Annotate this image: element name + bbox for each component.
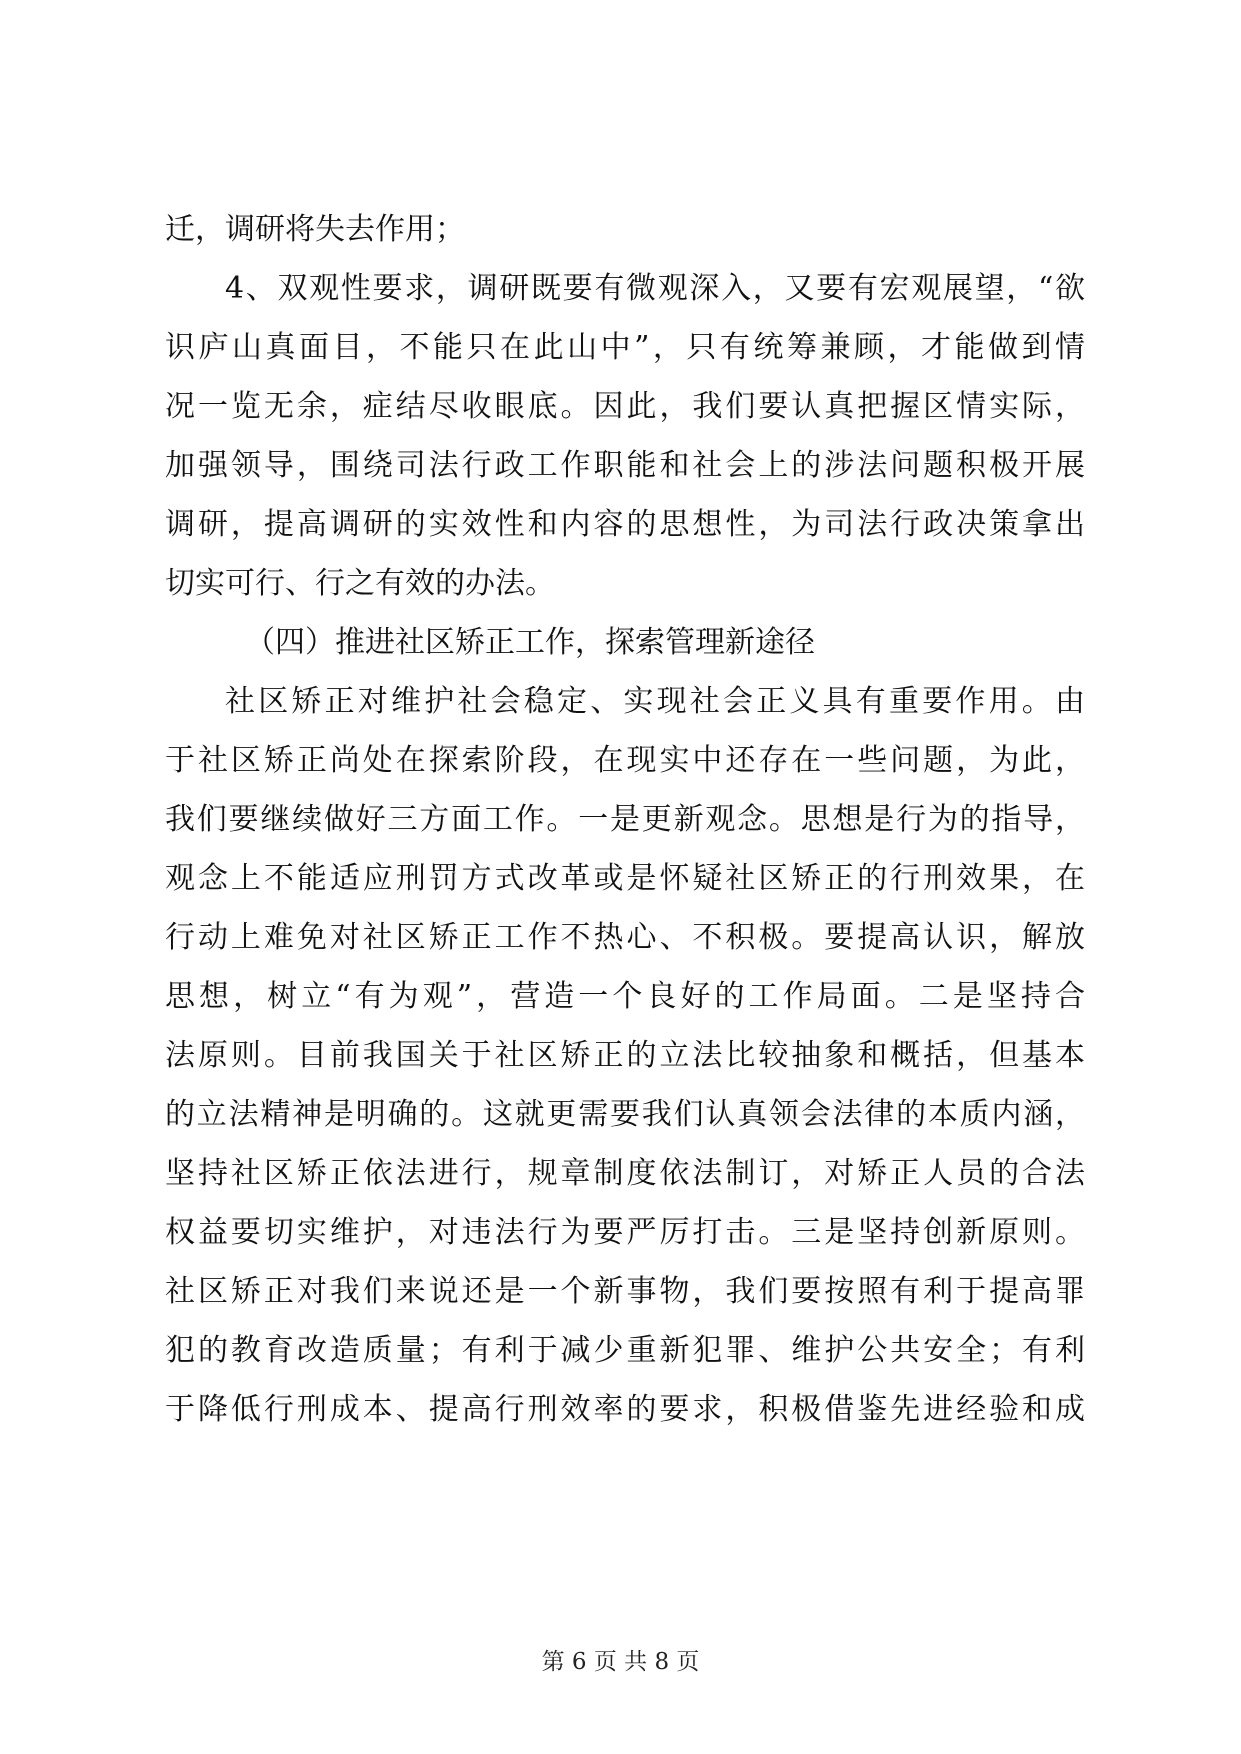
section-heading: （四）推进社区矫正工作，探索管理新途径 [245, 625, 815, 660]
text-line: 加强领导，围绕司法行政工作职能和社会上的涉法问题积极开展 [165, 448, 1085, 483]
text-line: 我们要继续做好三方面工作。一是更新观念。思想是行为的指导， [165, 802, 1085, 837]
text-line: 观念上不能适应刑罚方式改革或是怀疑社区矫正的行刑效果，在 [165, 861, 1085, 896]
text-line: 识庐山真面目，不能只在此山中”，只有统筹兼顾，才能做到情 [165, 330, 1085, 365]
text-line: 社区矫正对我们来说还是一个新事物，我们要按照有利于提高罪 [165, 1274, 1085, 1309]
text-line: 况一览无余，症结尽收眼底。因此，我们要认真把握区情实际， [165, 389, 1085, 424]
text-line: 于降低行刑成本、提高行刑效率的要求，积极借鉴先进经验和成 [165, 1392, 1085, 1427]
text-line: 思想，树立“有为观”，营造一个良好的工作局面。二是坚持合 [165, 979, 1085, 1014]
text-line: 社区矫正对维护社会稳定、实现社会正义具有重要作用。由 [225, 684, 1085, 719]
text-line: 于社区矫正尚处在探索阶段，在现实中还存在一些问题，为此， [165, 743, 1085, 778]
document-body [165, 200, 1085, 1439]
text-line: 权益要切实维护，对违法行为要严厉打击。三是坚持创新原则。 [165, 1215, 1085, 1250]
page-footer: 第 6 页 共 8 页 [541, 1649, 700, 1675]
text-line: 犯的教育改造质量；有利于减少重新犯罪、维护公共安全；有利 [165, 1333, 1085, 1368]
text-line: 行动上难免对社区矫正工作不热心、不积极。要提高认识，解放 [165, 920, 1085, 955]
text-line: 法原则。目前我国关于社区矫正的立法比较抽象和概括，但基本 [165, 1038, 1085, 1073]
text-line: 坚持社区矫正依法进行，规章制度依法制订，对矫正人员的合法 [165, 1156, 1085, 1191]
text-line: 的立法精神是明确的。这就更需要我们认真领会法律的本质内涵， [165, 1097, 1085, 1132]
text-line: 调研，提高调研的实效性和内容的思想性，为司法行政决策拿出 [165, 507, 1085, 542]
text-line: 切实可行、行之有效的办法。 [165, 566, 555, 601]
text-line: 迁，调研将失去作用； [165, 212, 465, 247]
text-line: 4、双观性要求，调研既要有微观深入，又要有宏观展望，“欲 [225, 271, 1085, 306]
